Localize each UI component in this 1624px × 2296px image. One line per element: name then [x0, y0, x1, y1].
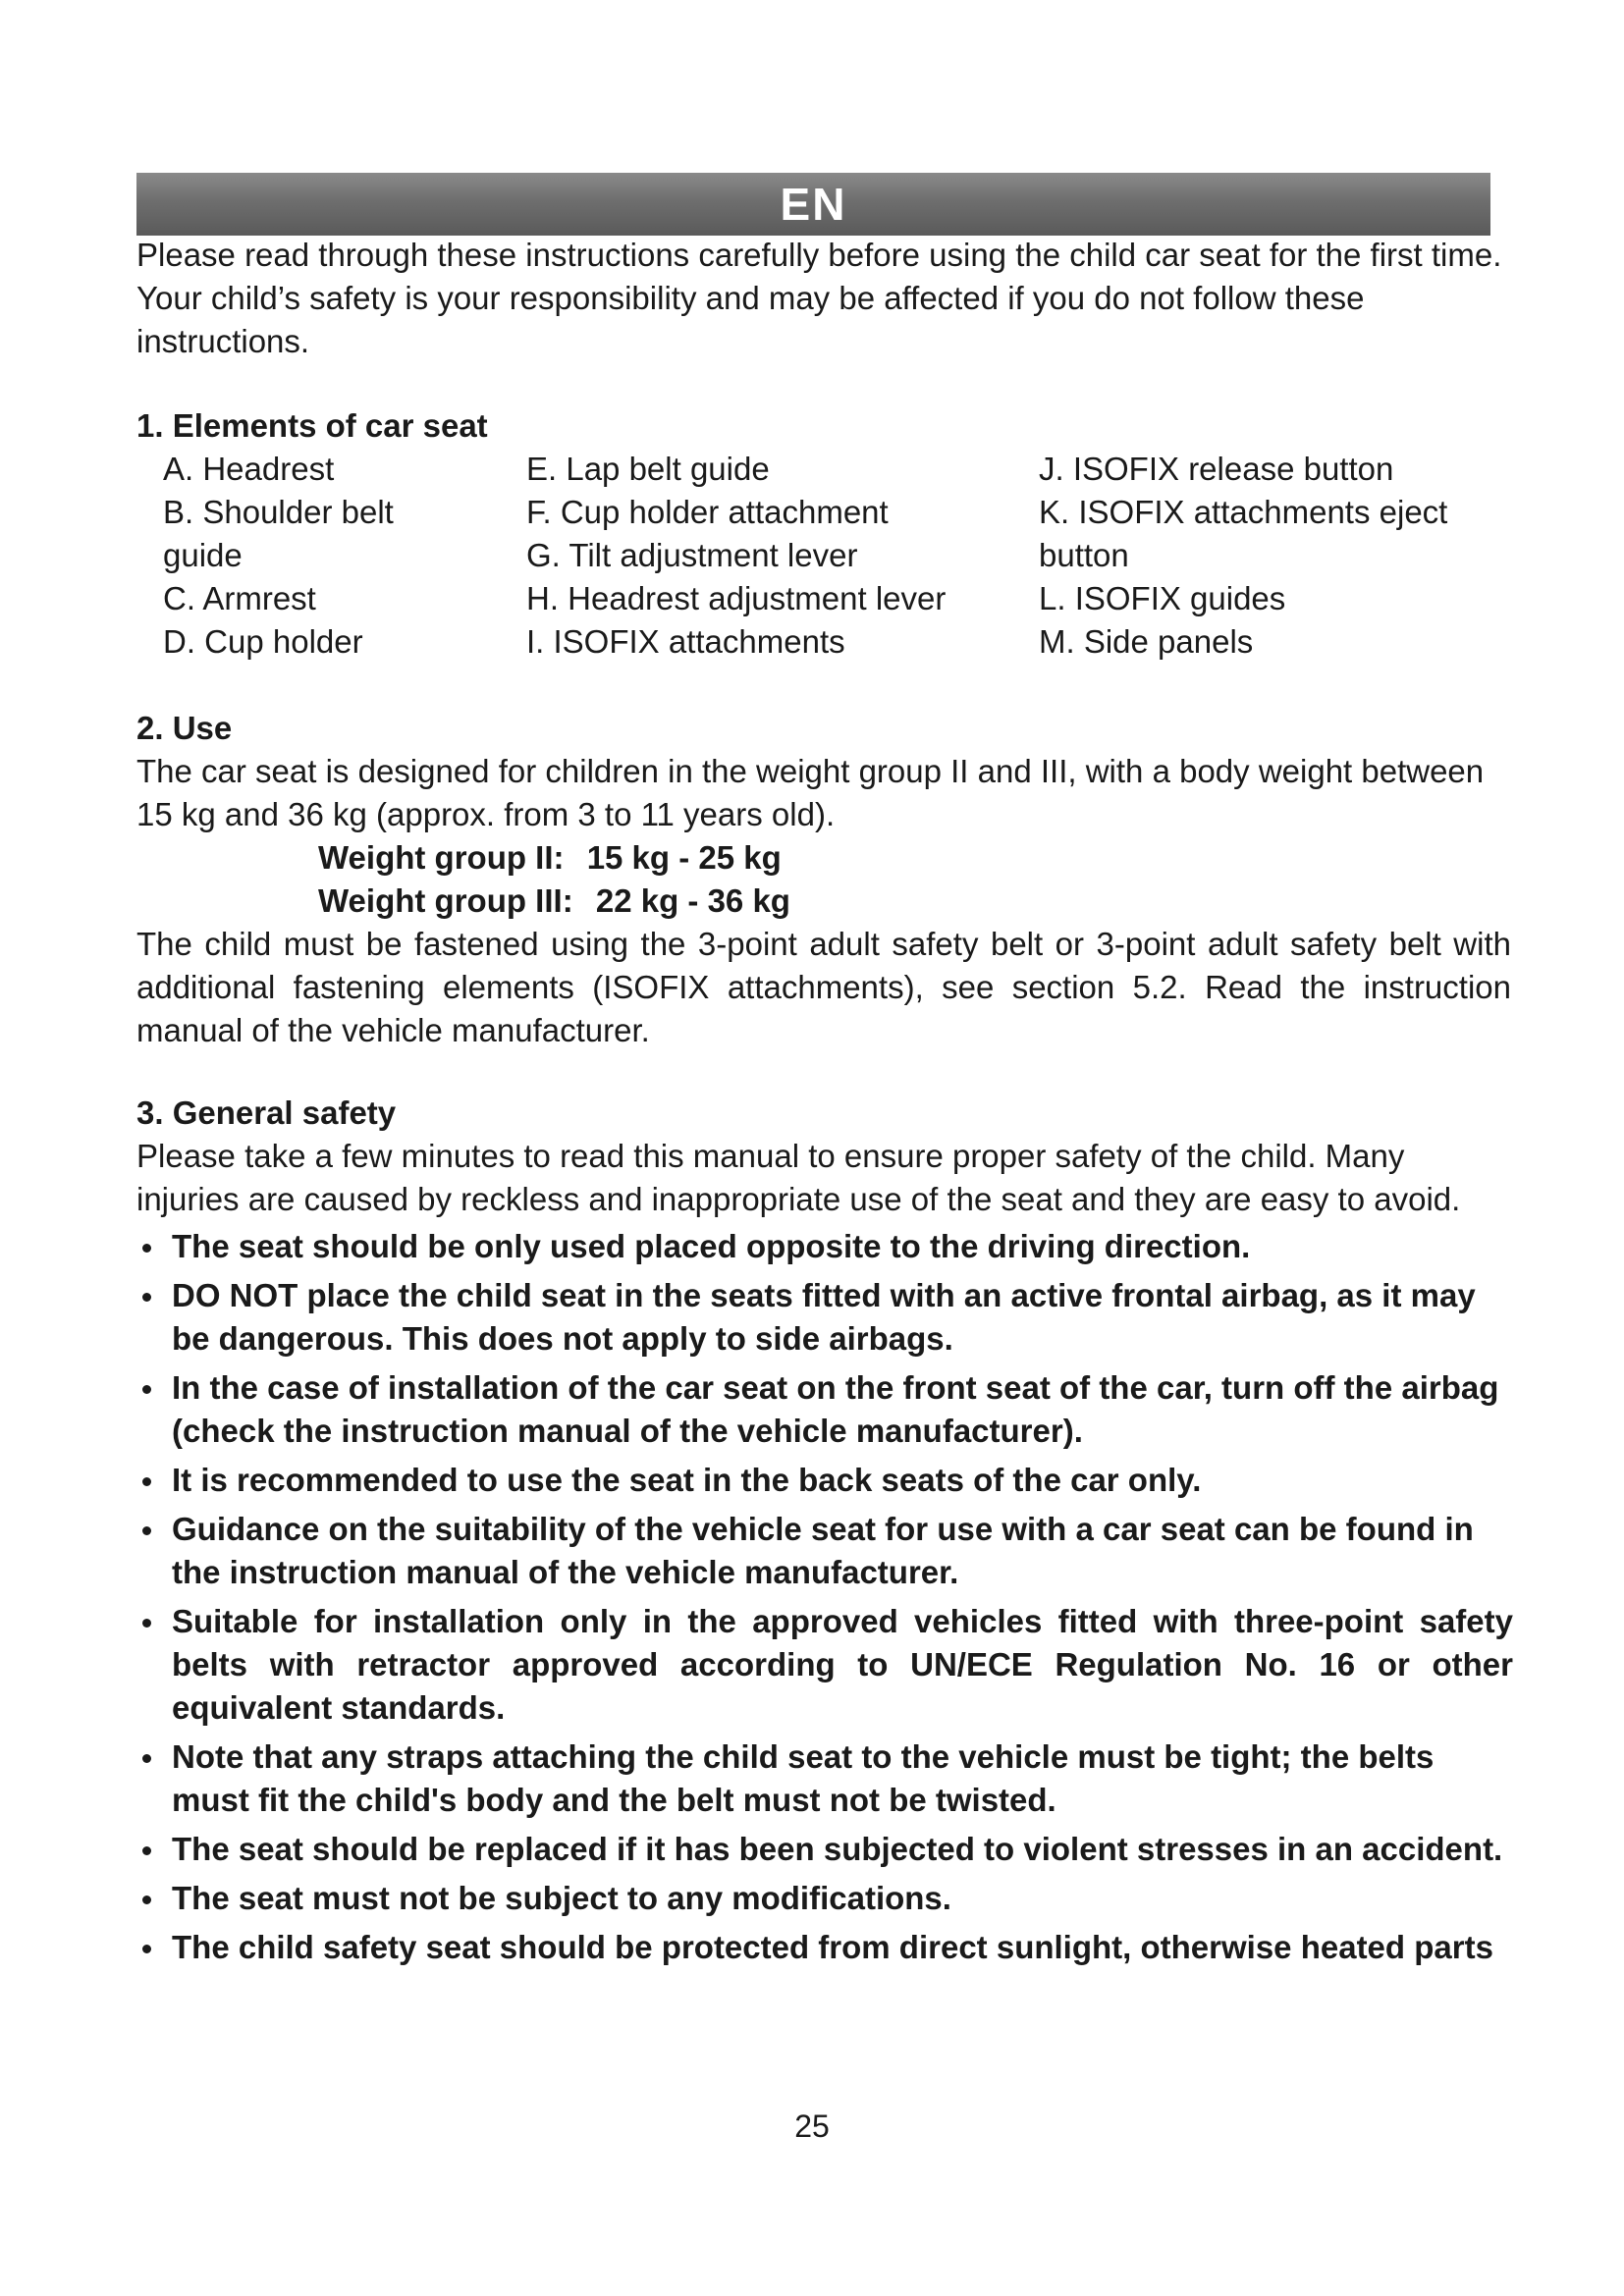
- safety-bullet: The child safety seat should be protected from direct sunlight, otherwise heated parts: [136, 1926, 1513, 1969]
- element-item: B. Shoulder belt guide: [163, 494, 394, 573]
- safety-bullet: DO NOT place the child seat in the seats fitted with an active frontal airbag, as it may be dangerous. This does not apply to side airbags.: [136, 1274, 1513, 1361]
- element-item: C. Armrest: [163, 580, 316, 616]
- weight-group-value: 22 kg - 36 kg: [595, 882, 790, 919]
- element-item: J. ISOFIX release button: [1039, 451, 1394, 487]
- element-item: K. ISOFIX attachments eject button: [1039, 494, 1448, 573]
- use-paragraph: The car seat is designed for children in the weight group II and III, with a body weight between 15 kg and 36 kg (approx. from 3 to 11 years old).: [136, 753, 1485, 832]
- fastening-paragraph: The child must be fastened using the 3-point adult safety belt or 3-point adult safety belt with additional fastening elements (ISOFIX attachments), see section 5.2. Read the instruction manual of the vehicle manufacturer.: [136, 926, 1511, 1048]
- elements-column-1: [163, 448, 526, 664]
- weight-group-row: [318, 836, 1511, 880]
- page-content: [136, 234, 1511, 1975]
- element-item: A. Headrest: [163, 451, 335, 487]
- weight-group-value: 15 kg - 25 kg: [586, 839, 782, 876]
- safety-bullet: It is recommended to use the seat in the back seats of the car only.: [136, 1459, 1513, 1502]
- section-safety-heading: 3. General safety: [136, 1095, 397, 1131]
- safety-bullet: Note that any straps attaching the child seat to the vehicle must be tight; the belts must fit the child's body and the belt must not be twisted.: [136, 1735, 1513, 1822]
- safety-bullet-list: [136, 1225, 1511, 1969]
- safety-bullet: Guidance on the suitability of the vehicle seat for use with a car seat can be found in the instruction manual of the vehicle manufacturer.: [136, 1508, 1513, 1594]
- safety-bullet: The seat should be replaced if it has been subjected to violent stresses in an accident.: [136, 1828, 1513, 1871]
- language-banner: [136, 173, 1490, 236]
- safety-bullet: The seat should be only used placed opposite to the driving direction.: [136, 1225, 1513, 1268]
- weight-group-row: [318, 880, 1511, 923]
- safety-bullet: In the case of installation of the car seat on the front seat of the car, turn off the airbag (check the instruction manual of the vehicle manufacturer).: [136, 1366, 1513, 1453]
- weight-groups: [318, 836, 1511, 923]
- element-item: D. Cup holder: [163, 623, 363, 660]
- element-item: E. Lap belt guide: [526, 451, 770, 487]
- page-number: 25: [794, 2109, 830, 2144]
- elements-column-2: [526, 448, 1039, 664]
- elements-list: [163, 448, 1511, 664]
- weight-group-label: Weight group II:: [318, 839, 565, 876]
- section-use-heading: 2. Use: [136, 710, 233, 746]
- element-item: F. Cup holder attachment: [526, 494, 889, 530]
- safety-bullet: Suitable for installation only in the approved vehicles fitted with three-point safety belts with retractor approved according to UN/ECE Regulation No. 16 or other equivalent standards.: [136, 1600, 1513, 1730]
- weight-group-label: Weight group III:: [318, 882, 573, 919]
- element-item: M. Side panels: [1039, 623, 1254, 660]
- intro-paragraph: Please read through these instructions carefully before using the child car seat for the first time. Your child’s safety is your responsibility and may be affected if you do not follow these instructions.: [136, 237, 1502, 359]
- section-elements-heading: 1. Elements of car seat: [136, 407, 488, 444]
- language-label: EN: [780, 179, 847, 230]
- element-item: H. Headrest adjustment lever: [526, 580, 947, 616]
- element-item: L. ISOFIX guides: [1039, 580, 1286, 616]
- safety-bullet: The seat must not be subject to any modifications.: [136, 1877, 1513, 1920]
- elements-column-3: [1039, 448, 1471, 664]
- safety-intro-paragraph: Please take a few minutes to read this manual to ensure proper safety of the child. Many injuries are caused by reckless and inappropriate use of the seat and they are easy to avoid.: [136, 1138, 1461, 1217]
- element-item: I. ISOFIX attachments: [526, 623, 845, 660]
- element-item: G. Tilt adjustment lever: [526, 537, 858, 573]
